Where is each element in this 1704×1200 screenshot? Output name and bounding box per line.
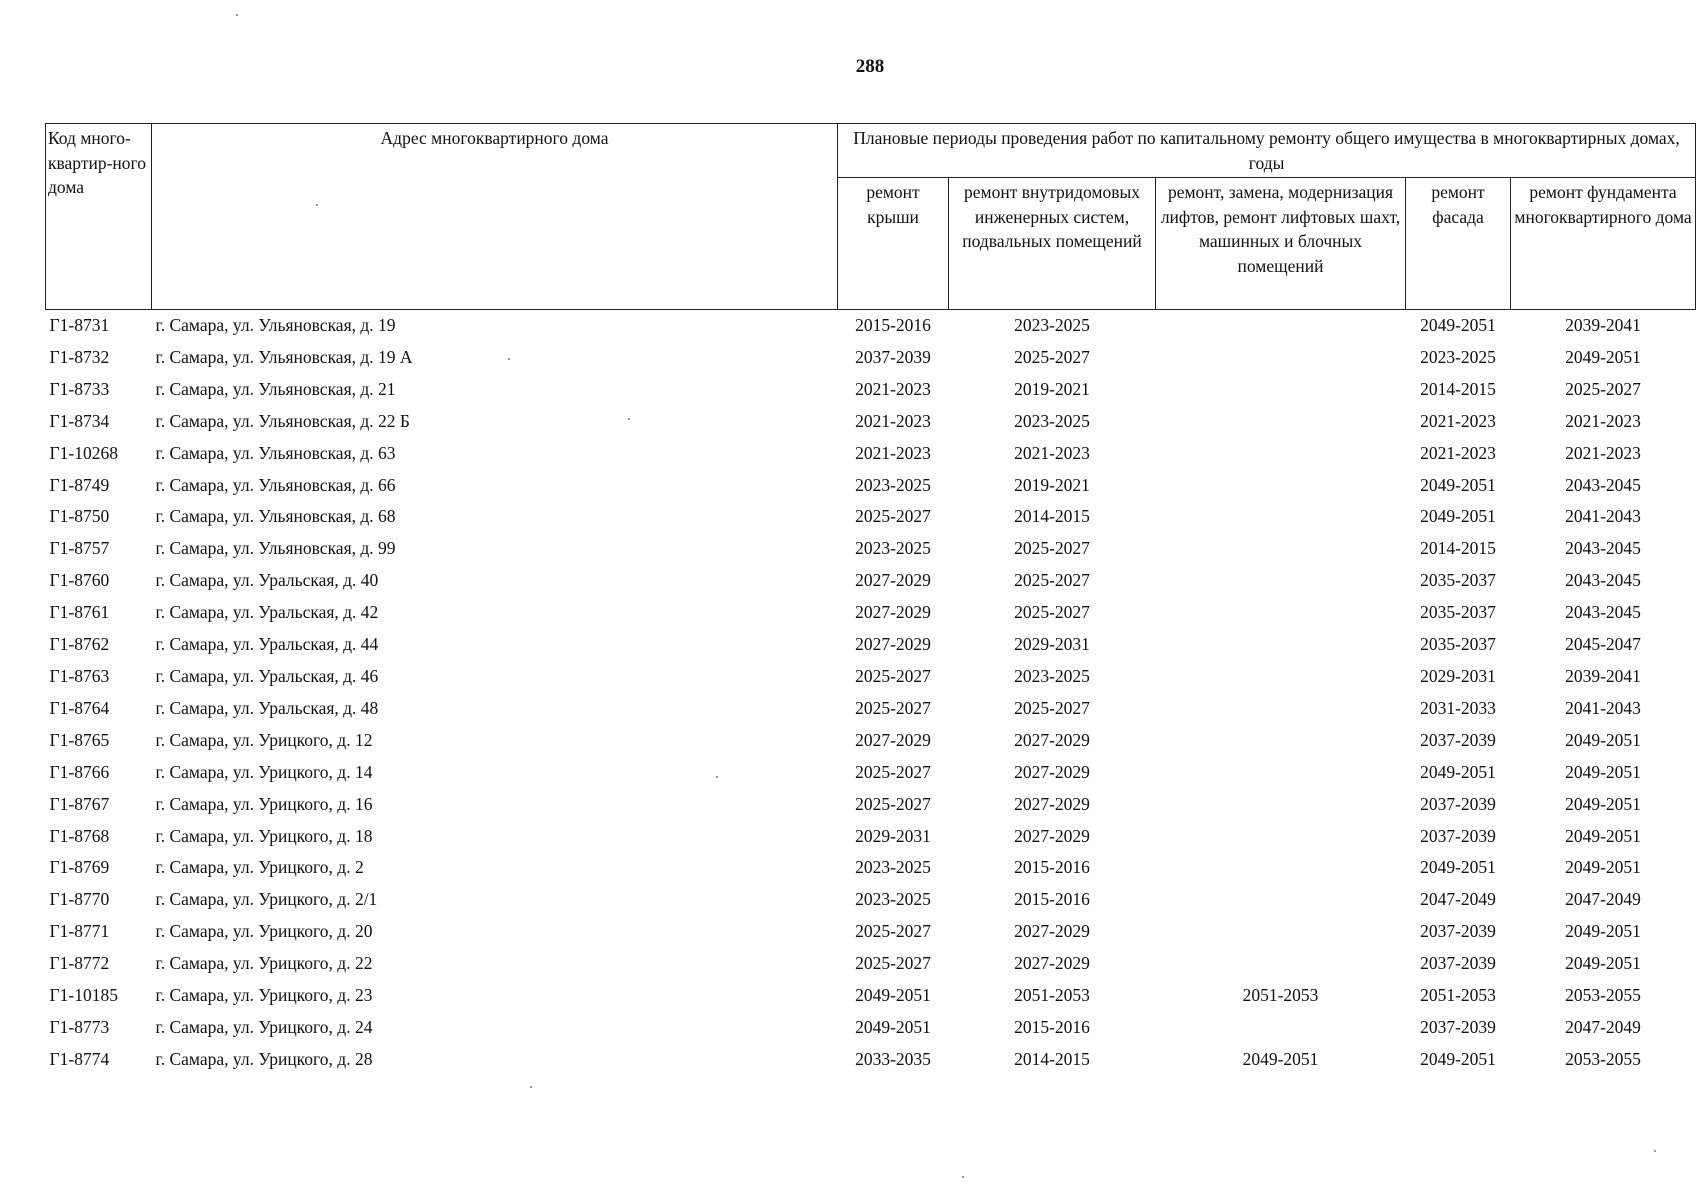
header-code: Код много-квартир-ного дома — [46, 124, 152, 310]
cell-foundation: 2043-2045 — [1565, 474, 1641, 495]
table-row — [46, 1044, 1696, 1076]
table-row — [46, 501, 1696, 533]
scan-speck — [508, 358, 510, 360]
cell-code: Г1-8762 — [49, 634, 110, 655]
cell-foundation: 2053-2055 — [1565, 985, 1641, 1006]
table-row — [46, 629, 1696, 661]
cell-facade: 2049-2051 — [1420, 1048, 1496, 1069]
cell-lifts — [1156, 884, 1406, 916]
cell-engineering: 2019-2021 — [1014, 378, 1090, 399]
cell-engineering: 2025-2027 — [1014, 602, 1090, 623]
cell-lifts — [1156, 789, 1406, 821]
table-row — [46, 342, 1696, 374]
scan-speck — [236, 14, 238, 16]
cell-facade: 2049-2051 — [1420, 506, 1496, 527]
cell-facade: 2049-2051 — [1420, 474, 1496, 495]
table-row — [46, 565, 1696, 597]
cell-code: Г1-8749 — [49, 474, 110, 495]
cell-address: г. Самара, ул. Уральская, д. 48 — [155, 697, 379, 718]
table-row — [46, 980, 1696, 1012]
cell-foundation: 2045-2047 — [1565, 634, 1641, 655]
cell-engineering: 2019-2021 — [1014, 474, 1090, 495]
cell-lifts — [1156, 725, 1406, 757]
cell-engineering: 2014-2015 — [1014, 506, 1090, 527]
cell-engineering: 2015-2016 — [1014, 857, 1090, 878]
cell-lifts — [1156, 629, 1406, 661]
cell-code: Г1-10185 — [49, 985, 118, 1006]
table-row — [46, 661, 1696, 693]
cell-address: г. Самара, ул. Ульяновская, д. 99 — [155, 538, 396, 559]
cell-facade: 2014-2015 — [1420, 538, 1496, 559]
cell-address: г. Самара, ул. Урицкого, д. 2 — [155, 857, 364, 878]
cell-foundation: 2043-2045 — [1565, 570, 1641, 591]
cell-engineering: 2015-2016 — [1014, 1016, 1090, 1037]
table-row — [46, 916, 1696, 948]
cell-lifts — [1156, 852, 1406, 884]
cell-address: г. Самара, ул. Ульяновская, д. 68 — [155, 506, 396, 527]
cell-roof: 2049-2051 — [855, 985, 931, 1006]
cell-roof: 2023-2025 — [855, 474, 931, 495]
cell-address: г. Самара, ул. Ульяновская, д. 19 А — [155, 346, 413, 367]
header-lifts: ремонт, замена, модернизация лифтов, ремонт лифтовых шахт, машинных и блочных помещений — [1156, 178, 1406, 310]
cell-code: Г1-8757 — [49, 538, 110, 559]
cell-foundation: 2025-2027 — [1565, 378, 1641, 399]
cell-lifts: 2051-2053 — [1242, 985, 1319, 1006]
cell-foundation: 2039-2041 — [1565, 315, 1641, 335]
cell-foundation: 2039-2041 — [1565, 665, 1641, 686]
cell-roof: 2025-2027 — [855, 921, 931, 942]
cell-foundation: 2049-2051 — [1565, 793, 1641, 814]
cell-engineering: 2015-2016 — [1014, 889, 1090, 910]
scan-speck — [962, 1176, 964, 1178]
cell-code: Г1-8771 — [49, 921, 110, 942]
cell-facade: 2037-2039 — [1420, 953, 1496, 974]
table-row — [46, 884, 1696, 916]
cell-facade: 2021-2023 — [1420, 410, 1496, 431]
table-row — [46, 852, 1696, 884]
cell-code: Г1-8765 — [49, 729, 110, 750]
cell-lifts — [1156, 565, 1406, 597]
cell-facade: 2035-2037 — [1420, 602, 1496, 623]
cell-lifts — [1156, 693, 1406, 725]
cell-address: г. Самара, ул. Урицкого, д. 24 — [155, 1016, 373, 1037]
cell-engineering: 2051-2053 — [1014, 985, 1090, 1006]
cell-engineering: 2027-2029 — [1014, 793, 1090, 814]
cell-facade: 2037-2039 — [1420, 921, 1496, 942]
cell-code: Г1-8731 — [49, 315, 110, 335]
table-body — [46, 310, 1696, 1076]
cell-engineering: 2025-2027 — [1014, 697, 1090, 718]
table-row — [46, 533, 1696, 565]
cell-engineering: 2027-2029 — [1014, 729, 1090, 750]
cell-address: г. Самара, ул. Уральская, д. 46 — [155, 665, 379, 686]
cell-roof: 2025-2027 — [855, 953, 931, 974]
cell-lifts — [1156, 597, 1406, 629]
cell-lifts — [1156, 821, 1406, 853]
header-foundation: ремонт фундамента многоквартирного дома — [1511, 178, 1696, 310]
cell-foundation: 2021-2023 — [1565, 410, 1641, 431]
cell-foundation: 2047-2049 — [1565, 1016, 1641, 1037]
cell-address: г. Самара, ул. Урицкого, д. 28 — [155, 1048, 373, 1069]
cell-roof: 2023-2025 — [855, 538, 931, 559]
table-row — [46, 948, 1696, 980]
cell-code: Г1-8769 — [49, 857, 110, 878]
cell-foundation: 2047-2049 — [1565, 889, 1641, 910]
cell-roof: 2023-2025 — [855, 889, 931, 910]
cell-lifts — [1156, 501, 1406, 533]
cell-lifts — [1156, 533, 1406, 565]
cell-foundation: 2043-2045 — [1565, 538, 1641, 559]
cell-engineering: 2027-2029 — [1014, 953, 1090, 974]
cell-facade: 2021-2023 — [1420, 442, 1496, 463]
table-row — [46, 470, 1696, 502]
cell-roof: 2021-2023 — [855, 442, 931, 463]
header-periods-group: Плановые периоды проведения работ по капитальному ремонту общего имущества в многоквартирных домах, годы — [838, 124, 1696, 178]
cell-code: Г1-8773 — [49, 1016, 110, 1037]
cell-address: г. Самара, ул. Урицкого, д. 16 — [155, 793, 373, 814]
cell-engineering: 2025-2027 — [1014, 538, 1090, 559]
cell-roof: 2027-2029 — [855, 570, 931, 591]
cell-code: Г1-8761 — [49, 602, 110, 623]
cell-roof: 2049-2051 — [855, 1016, 931, 1037]
cell-roof: 2027-2029 — [855, 634, 931, 655]
cell-lifts — [1156, 916, 1406, 948]
cell-engineering: 2027-2029 — [1014, 825, 1090, 846]
cell-roof: 2025-2027 — [855, 697, 931, 718]
cell-facade: 2037-2039 — [1420, 825, 1496, 846]
cell-facade: 2037-2039 — [1420, 1016, 1496, 1037]
cell-foundation: 2049-2051 — [1565, 346, 1641, 367]
cell-code: Г1-8760 — [49, 570, 110, 591]
cell-foundation: 2049-2051 — [1565, 953, 1641, 974]
cell-roof: 2015-2016 — [855, 315, 931, 335]
cell-code: Г1-8774 — [49, 1048, 110, 1069]
table-row — [46, 310, 1696, 342]
cell-code: Г1-8767 — [49, 793, 110, 814]
cell-roof: 2027-2029 — [855, 602, 931, 623]
cell-roof: 2025-2027 — [855, 761, 931, 782]
cell-roof: 2033-2035 — [855, 1048, 931, 1069]
cell-engineering: 2029-2031 — [1014, 634, 1090, 655]
table-header — [46, 124, 1696, 310]
cell-roof: 2021-2023 — [855, 410, 931, 431]
cell-engineering: 2021-2023 — [1014, 442, 1090, 463]
table-row — [46, 789, 1696, 821]
cell-facade: 2029-2031 — [1420, 665, 1496, 686]
cell-address: г. Самара, ул. Ульяновская, д. 19 — [155, 315, 396, 335]
cell-facade: 2037-2039 — [1420, 793, 1496, 814]
cell-code: Г1-8733 — [49, 378, 110, 399]
cell-lifts — [1156, 438, 1406, 470]
header-engineering: ремонт внутридомовых инженерных систем, подвальных помещений — [949, 178, 1156, 310]
cell-facade: 2049-2051 — [1420, 315, 1496, 335]
table-row — [46, 821, 1696, 853]
cell-lifts — [1156, 757, 1406, 789]
cell-address: г. Самара, ул. Урицкого, д. 14 — [155, 761, 373, 782]
scan-speck — [716, 776, 718, 778]
cell-code: Г1-8763 — [49, 665, 110, 686]
cell-foundation: 2053-2055 — [1565, 1048, 1641, 1069]
cell-code: Г1-8764 — [49, 697, 110, 718]
cell-lifts — [1156, 342, 1406, 374]
table-row — [46, 374, 1696, 406]
cell-facade: 2014-2015 — [1420, 378, 1496, 399]
cell-foundation: 2041-2043 — [1565, 506, 1641, 527]
cell-code: Г1-8768 — [49, 825, 110, 846]
cell-roof: 2023-2025 — [855, 857, 931, 878]
header-facade: ремонт фасада — [1406, 178, 1511, 310]
cell-facade: 2031-2033 — [1420, 697, 1496, 718]
cell-facade: 2049-2051 — [1420, 761, 1496, 782]
cell-facade: 2035-2037 — [1420, 570, 1496, 591]
cell-foundation: 2021-2023 — [1565, 442, 1641, 463]
cell-address: г. Самара, ул. Урицкого, д. 22 — [155, 953, 373, 974]
cell-code: Г1-8766 — [49, 761, 110, 782]
table-row — [46, 725, 1696, 757]
cell-roof: 2027-2029 — [855, 729, 931, 750]
cell-lifts — [1156, 310, 1406, 342]
cell-address: г. Самара, ул. Урицкого, д. 18 — [155, 825, 373, 846]
table-row — [46, 693, 1696, 725]
cell-roof: 2025-2027 — [855, 665, 931, 686]
cell-lifts: 2049-2051 — [1242, 1048, 1319, 1069]
cell-engineering: 2027-2029 — [1014, 761, 1090, 782]
cell-code: Г1-8772 — [49, 953, 110, 974]
cell-foundation: 2049-2051 — [1565, 857, 1641, 878]
cell-foundation: 2041-2043 — [1565, 697, 1641, 718]
cell-address: г. Самара, ул. Урицкого, д. 23 — [155, 985, 373, 1006]
table-row — [46, 1012, 1696, 1044]
cell-code: Г1-8770 — [49, 889, 110, 910]
cell-lifts — [1156, 948, 1406, 980]
page-number: 288 — [855, 56, 885, 77]
header-address: Адрес многоквартирного дома — [152, 124, 838, 310]
cell-lifts — [1156, 470, 1406, 502]
cell-foundation: 2049-2051 — [1565, 825, 1641, 846]
cell-address: г. Самара, ул. Урицкого, д. 12 — [155, 729, 373, 750]
cell-address: г. Самара, ул. Уральская, д. 44 — [155, 634, 379, 655]
table-row — [46, 438, 1696, 470]
cell-code: Г1-8734 — [49, 410, 110, 431]
scan-speck — [530, 1086, 532, 1088]
cell-code: Г1-10268 — [49, 442, 118, 463]
cell-address: г. Самара, ул. Уральская, д. 40 — [155, 570, 379, 591]
cell-facade: 2035-2037 — [1420, 634, 1496, 655]
cell-address: г. Самара, ул. Урицкого, д. 20 — [155, 921, 373, 942]
table-row — [46, 757, 1696, 789]
cell-foundation: 2049-2051 — [1565, 729, 1641, 750]
cell-address: г. Самара, ул. Ульяновская, д. 63 — [155, 442, 396, 463]
cell-facade: 2023-2025 — [1420, 346, 1496, 367]
table-row — [46, 597, 1696, 629]
cell-facade: 2049-2051 — [1420, 857, 1496, 878]
cell-engineering: 2025-2027 — [1014, 570, 1090, 591]
cell-roof: 2025-2027 — [855, 506, 931, 527]
cell-engineering: 2027-2029 — [1014, 921, 1090, 942]
cell-engineering: 2023-2025 — [1014, 410, 1090, 431]
scan-speck — [316, 204, 318, 206]
cell-roof: 2037-2039 — [855, 346, 931, 367]
cell-facade: 2051-2053 — [1420, 985, 1496, 1006]
cell-engineering: 2023-2025 — [1014, 665, 1090, 686]
cell-address: г. Самара, ул. Ульяновская, д. 66 — [155, 474, 396, 495]
header-roof: ремонт крыши — [838, 178, 949, 310]
cell-foundation: 2043-2045 — [1565, 602, 1641, 623]
cell-engineering: 2014-2015 — [1014, 1048, 1090, 1069]
scan-speck — [628, 418, 630, 420]
cell-lifts — [1156, 661, 1406, 693]
cell-roof: 2025-2027 — [855, 793, 931, 814]
cell-lifts — [1156, 406, 1406, 438]
cell-lifts — [1156, 1012, 1406, 1044]
cell-lifts — [1156, 374, 1406, 406]
cell-address: г. Самара, ул. Урицкого, д. 2/1 — [155, 889, 378, 910]
cell-roof: 2029-2031 — [855, 825, 931, 846]
cell-engineering: 2023-2025 — [1014, 315, 1090, 335]
cell-address: г. Самара, ул. Ульяновская, д. 22 Б — [155, 410, 410, 431]
cell-code: Г1-8750 — [49, 506, 110, 527]
cell-facade: 2047-2049 — [1420, 889, 1496, 910]
cell-code: Г1-8732 — [49, 346, 110, 367]
scan-speck — [1654, 1150, 1656, 1152]
cell-roof: 2021-2023 — [855, 378, 931, 399]
cell-engineering: 2025-2027 — [1014, 346, 1090, 367]
table-row — [46, 406, 1696, 438]
capital-repair-schedule-table — [45, 123, 1696, 1076]
cell-facade: 2037-2039 — [1420, 729, 1496, 750]
cell-foundation: 2049-2051 — [1565, 761, 1641, 782]
cell-address: г. Самара, ул. Ульяновская, д. 21 — [155, 378, 396, 399]
cell-address: г. Самара, ул. Уральская, д. 42 — [155, 602, 379, 623]
cell-foundation: 2049-2051 — [1565, 921, 1641, 942]
